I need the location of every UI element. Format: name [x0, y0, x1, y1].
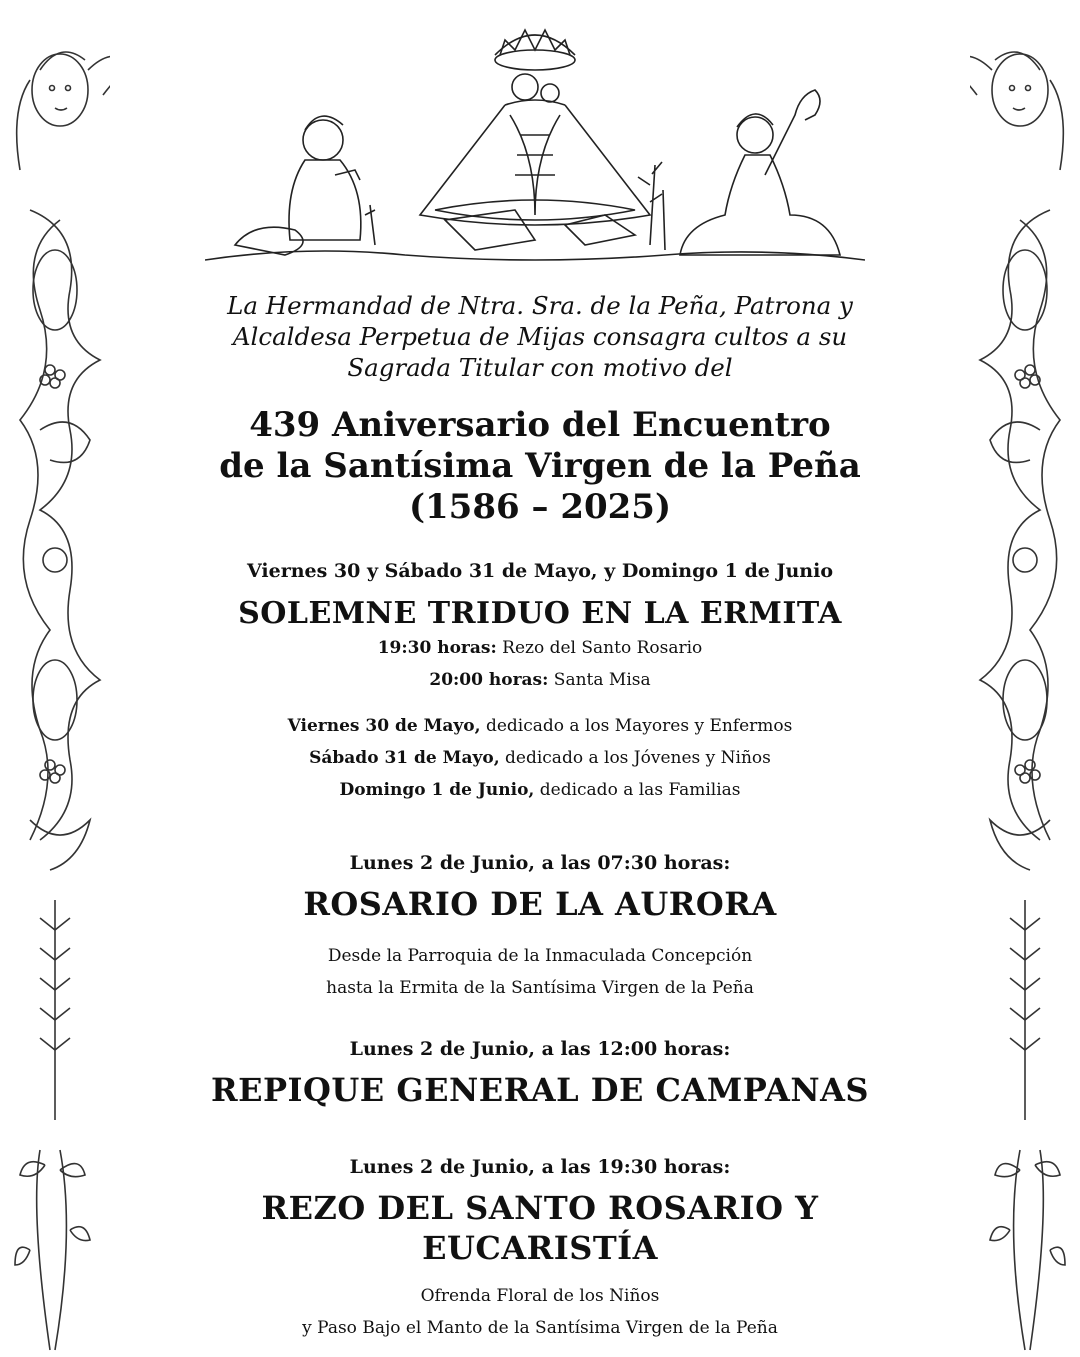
schedule-misa: 20:00 horas: Santa Misa	[429, 670, 651, 690]
ornamental-border-right	[970, 0, 1080, 1357]
anniversary-title	[150, 405, 930, 528]
repique-heading: REPIQUE GENERAL DE CAMPANAS	[211, 1071, 869, 1109]
announcement-content	[150, 290, 930, 1344]
intro-text	[150, 290, 930, 383]
dedication-domingo: Domingo 1 de Junio, dedicado a las Familias	[339, 780, 741, 800]
dedication-viernes: Viernes 30 de Mayo, dedicado a los Mayores y Enfermos	[287, 716, 793, 736]
rezo-line-1: Ofrenda Floral de los Niños	[420, 1286, 660, 1306]
title-line-2: de la Santísima Virgen de la Peña	[219, 446, 861, 486]
triduo-dates: Viernes 30 y Sábado 31 de Mayo, y Domingo 1 de Junio	[246, 560, 834, 582]
dedication-sabado: Sábado 31 de Mayo, dedicado a los Jóvenes y Niños	[309, 748, 771, 768]
aurora-heading: ROSARIO DE LA AURORA	[303, 885, 777, 923]
intro-line-1: La Hermandad de Ntra. Sra. de la Peña, Patrona y	[227, 291, 853, 320]
rezo-line-2: y Paso Bajo el Manto de la Santísima Virgen de la Peña	[302, 1318, 778, 1338]
shepherdess-figure	[638, 90, 840, 255]
kneeling-boy-figure	[235, 116, 375, 255]
schedule-rosario: 19:30 horas: Rezo del Santo Rosario	[377, 638, 703, 658]
aurora-route-line-2: hasta la Ermita de la Santísima Virgen de la Peña	[326, 978, 754, 998]
ornamental-border-left	[0, 0, 110, 1357]
rezo-heading: REZO DEL SANTO ROSARIO Y EUCARISTÍA	[261, 1189, 819, 1267]
triduo-heading: SOLEMNE TRIDUO EN LA ERMITA	[238, 596, 842, 631]
crowned-virgin-figure	[420, 30, 650, 250]
repique-date: Lunes 2 de Junio, a las 12:00 horas:	[349, 1038, 731, 1060]
cherub-head-icon	[17, 52, 110, 170]
rezo-date: Lunes 2 de Junio, a las 19:30 horas:	[349, 1156, 731, 1178]
title-line-1: 439 Aniversario del Encuentro	[249, 405, 831, 445]
title-line-3: (1586 – 2025)	[408, 487, 672, 527]
cherub-head-icon	[970, 52, 1063, 170]
intro-line-3: Sagrada Titular con motivo del	[347, 353, 733, 382]
aurora-route-line-1: Desde la Parroquia de la Inmaculada Concepción	[327, 946, 753, 966]
intro-line-2: Alcaldesa Perpetua de Mijas consagra cultos a su	[232, 322, 848, 351]
virgin-apparition-illustration	[205, 15, 865, 265]
aurora-date: Lunes 2 de Junio, a las 07:30 horas:	[349, 852, 731, 874]
